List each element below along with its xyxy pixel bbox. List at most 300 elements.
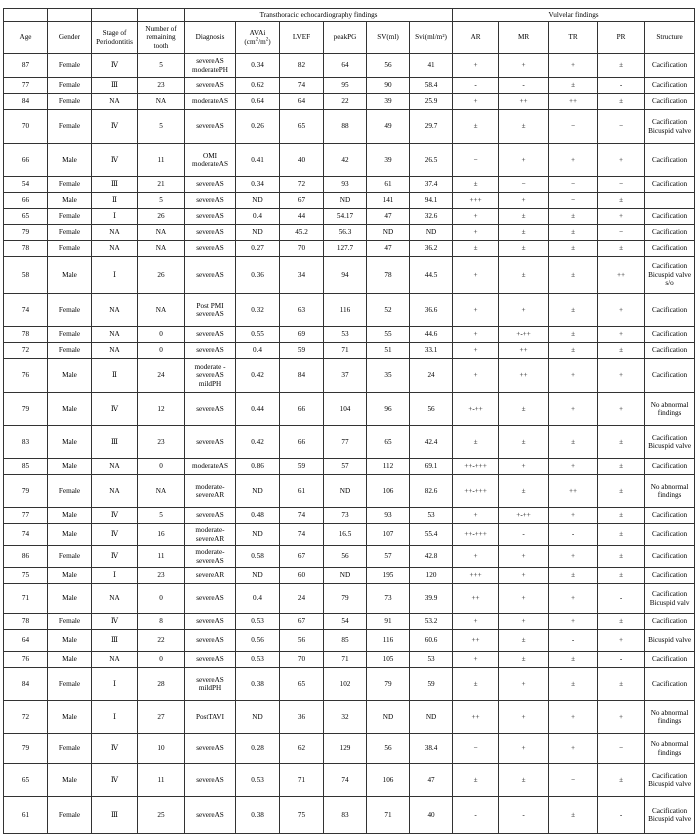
cell-mr: +	[499, 546, 549, 568]
cell-sv: 51	[367, 343, 410, 359]
cell-svi: ND	[410, 701, 453, 734]
col-avai	[236, 22, 280, 54]
cell-structure: Cacification	[645, 568, 695, 584]
cell-lvef: 70	[280, 652, 324, 668]
cell-remaining-tooth: 22	[138, 630, 185, 652]
cell-age: 78	[4, 241, 48, 257]
cell-avai: ND	[236, 193, 280, 209]
cell-diagnosis: severeAS	[185, 177, 236, 193]
cell-svi: 53	[410, 652, 453, 668]
cell-pr: ±	[598, 614, 645, 630]
cell-sv: 47	[367, 209, 410, 225]
table-row	[4, 209, 695, 225]
cell-age: 66	[4, 193, 48, 209]
cell-pr: -	[598, 584, 645, 614]
cell-gender: Male	[48, 568, 92, 584]
cell-remaining-tooth: 5	[138, 508, 185, 524]
cell-avai: 0.44	[236, 393, 280, 426]
table-row	[4, 426, 695, 459]
cell-avai: 0.28	[236, 734, 280, 764]
cell-structure: Cacification Bicuspid valv	[645, 584, 695, 614]
cell-svi: 41	[410, 54, 453, 78]
cell-pr: −	[598, 734, 645, 764]
cell-gender: Female	[48, 327, 92, 343]
cell-peakpg: 42	[324, 144, 367, 177]
col-sv: SV(ml)	[367, 22, 410, 54]
cell-peakpg: ND	[324, 568, 367, 584]
cell-ar: ++	[453, 630, 499, 652]
cell-avai: 0.48	[236, 508, 280, 524]
cell-lvef: 24	[280, 584, 324, 614]
cell-stage: NA	[92, 652, 138, 668]
cell-sv: ND	[367, 701, 410, 734]
cell-lvef: 44	[280, 209, 324, 225]
cell-diagnosis: severeAS	[185, 110, 236, 144]
cell-peakpg: ND	[324, 475, 367, 508]
cell-tr: +	[549, 584, 598, 614]
cell-ar: +	[453, 614, 499, 630]
cell-gender: Male	[48, 193, 92, 209]
cell-stage: Ⅳ	[92, 546, 138, 568]
cell-diagnosis: severeAS	[185, 584, 236, 614]
cell-ar: −	[453, 144, 499, 177]
cell-age: 74	[4, 294, 48, 327]
cell-lvef: 65	[280, 668, 324, 701]
cell-mr: ++	[499, 343, 549, 359]
cell-svi: ND	[410, 225, 453, 241]
cell-mr: +-++	[499, 327, 549, 343]
cell-structure: Cacification	[645, 359, 695, 393]
cell-lvef: 62	[280, 734, 324, 764]
cell-gender: Female	[48, 668, 92, 701]
cell-tr: ++	[549, 94, 598, 110]
cell-ar: +-++	[453, 393, 499, 426]
cell-remaining-tooth: 23	[138, 426, 185, 459]
cell-ar: +	[453, 54, 499, 78]
table-row	[4, 668, 695, 701]
cell-mr: ±	[499, 652, 549, 668]
cell-pr: ±	[598, 193, 645, 209]
cell-pr: −	[598, 225, 645, 241]
cell-svi: 56	[410, 393, 453, 426]
cell-tr: ±	[549, 225, 598, 241]
cell-stage: Ⅳ	[92, 764, 138, 797]
cell-diagnosis: OMI moderateAS	[185, 144, 236, 177]
cell-diagnosis: severeAS	[185, 426, 236, 459]
cell-avai: 0.4	[236, 584, 280, 614]
cell-structure: Cacification	[645, 144, 695, 177]
table-row	[4, 568, 695, 584]
cell-peakpg: 104	[324, 393, 367, 426]
cell-pr: -	[598, 78, 645, 94]
table-row	[4, 475, 695, 508]
group-header-blank	[138, 9, 185, 22]
cell-stage: Ⅳ	[92, 524, 138, 546]
cell-stage: NA	[92, 343, 138, 359]
cell-tr: −	[549, 110, 598, 144]
cell-age: 84	[4, 668, 48, 701]
cell-structure: Bicuspid valve	[645, 630, 695, 652]
cell-diagnosis: severeAS	[185, 343, 236, 359]
group-header-row	[4, 9, 695, 22]
cell-svi: 24	[410, 359, 453, 393]
cell-ar: +	[453, 209, 499, 225]
cell-lvef: 59	[280, 459, 324, 475]
cell-pr: -	[598, 652, 645, 668]
cell-peakpg: 74	[324, 764, 367, 797]
table-row	[4, 193, 695, 209]
cell-peakpg: 37	[324, 359, 367, 393]
cell-diagnosis: moderateAS	[185, 94, 236, 110]
cell-pr: ±	[598, 568, 645, 584]
cell-sv: 112	[367, 459, 410, 475]
cell-tr: ±	[549, 257, 598, 294]
cell-peakpg: 85	[324, 630, 367, 652]
cell-lvef: 56	[280, 630, 324, 652]
cell-diagnosis: severeAS	[185, 257, 236, 294]
cell-lvef: 67	[280, 193, 324, 209]
cell-lvef: 40	[280, 144, 324, 177]
cell-mr: ±	[499, 630, 549, 652]
cell-peakpg: 54	[324, 614, 367, 630]
cell-ar: +	[453, 359, 499, 393]
cell-pr: ±	[598, 508, 645, 524]
col-svi: Svi(ml/m²)	[410, 22, 453, 54]
table-body	[4, 54, 695, 834]
cell-tr: +	[549, 459, 598, 475]
cell-ar: +	[453, 225, 499, 241]
cell-structure: Cacification Bicuspid valve	[645, 110, 695, 144]
cell-stage: Ⅳ	[92, 54, 138, 78]
cell-avai: 0.36	[236, 257, 280, 294]
cell-svi: 42.8	[410, 546, 453, 568]
cell-remaining-tooth: 10	[138, 734, 185, 764]
cell-peakpg: 73	[324, 508, 367, 524]
cell-ar: ++	[453, 701, 499, 734]
cell-stage: NA	[92, 225, 138, 241]
cell-diagnosis: severeAS	[185, 327, 236, 343]
cell-ar: ±	[453, 241, 499, 257]
cell-structure: Cacification	[645, 524, 695, 546]
cell-stage: NA	[92, 584, 138, 614]
cell-structure: Cacification Bicuspid valve	[645, 764, 695, 797]
cell-sv: 73	[367, 584, 410, 614]
cell-sv: 107	[367, 524, 410, 546]
cell-gender: Female	[48, 78, 92, 94]
cell-ar: +++	[453, 568, 499, 584]
cell-lvef: 67	[280, 614, 324, 630]
cell-remaining-tooth: NA	[138, 94, 185, 110]
cell-stage: NA	[92, 327, 138, 343]
cell-ar: +	[453, 257, 499, 294]
cell-ar: ++-+++	[453, 459, 499, 475]
table-row	[4, 225, 695, 241]
cell-svi: 42.4	[410, 426, 453, 459]
cell-gender: Female	[48, 209, 92, 225]
cell-gender: Female	[48, 614, 92, 630]
cell-mr: -	[499, 78, 549, 94]
cell-lvef: 71	[280, 764, 324, 797]
cell-avai: ND	[236, 701, 280, 734]
cell-age: 61	[4, 797, 48, 834]
cell-stage: NA	[92, 459, 138, 475]
cell-mr: ±	[499, 393, 549, 426]
cell-age: 58	[4, 257, 48, 294]
cell-peakpg: 16.5	[324, 524, 367, 546]
cell-ar: +	[453, 94, 499, 110]
cell-mr: +	[499, 54, 549, 78]
cell-peakpg: 53	[324, 327, 367, 343]
cell-diagnosis: severeAS	[185, 734, 236, 764]
cell-tr: ±	[549, 652, 598, 668]
cell-avai: 0.42	[236, 359, 280, 393]
col-avai-label: AVAi	[249, 29, 266, 37]
cell-sv: 61	[367, 177, 410, 193]
cell-peakpg: 71	[324, 343, 367, 359]
cell-age: 79	[4, 225, 48, 241]
cell-peakpg: 71	[324, 652, 367, 668]
cell-ar: -	[453, 797, 499, 834]
col-age: Age	[4, 22, 48, 54]
cell-gender: Female	[48, 241, 92, 257]
cell-pr: ±	[598, 54, 645, 78]
cell-diagnosis: moderate- severeAR	[185, 524, 236, 546]
table-row	[4, 508, 695, 524]
cell-avai: 0.58	[236, 546, 280, 568]
cell-lvef: 34	[280, 257, 324, 294]
cell-pr: ±	[598, 426, 645, 459]
cell-age: 64	[4, 630, 48, 652]
cell-svi: 26.5	[410, 144, 453, 177]
cell-pr: ±	[598, 546, 645, 568]
cell-lvef: 82	[280, 54, 324, 78]
cell-sv: 71	[367, 797, 410, 834]
cell-remaining-tooth: 0	[138, 343, 185, 359]
cell-age: 76	[4, 359, 48, 393]
cell-svi: 40	[410, 797, 453, 834]
cell-ar: ++-+++	[453, 524, 499, 546]
cell-sv: 49	[367, 110, 410, 144]
cell-stage: Ⅰ	[92, 568, 138, 584]
cell-gender: Male	[48, 393, 92, 426]
cell-tr: ++	[549, 475, 598, 508]
cell-mr: +-++	[499, 508, 549, 524]
cell-svi: 53	[410, 508, 453, 524]
cell-ar: +	[453, 508, 499, 524]
cell-mr: -	[499, 524, 549, 546]
table-row	[4, 652, 695, 668]
cell-remaining-tooth: 16	[138, 524, 185, 546]
cell-avai: 0.38	[236, 668, 280, 701]
cell-stage: Ⅲ	[92, 426, 138, 459]
cell-tr: ±	[549, 426, 598, 459]
cell-svi: 120	[410, 568, 453, 584]
cell-structure: Cacification Bicuspid valve	[645, 797, 695, 834]
table-row	[4, 584, 695, 614]
cell-stage: Ⅲ	[92, 78, 138, 94]
cell-gender: Female	[48, 225, 92, 241]
cell-tr: −	[549, 177, 598, 193]
cell-remaining-tooth: 23	[138, 78, 185, 94]
cell-age: 79	[4, 734, 48, 764]
cell-peakpg: 57	[324, 459, 367, 475]
cell-sv: 79	[367, 668, 410, 701]
cell-svi: 60.6	[410, 630, 453, 652]
cell-stage: NA	[92, 241, 138, 257]
cell-stage: Ⅳ	[92, 734, 138, 764]
cell-ar: ±	[453, 764, 499, 797]
cell-sv: 195	[367, 568, 410, 584]
cell-structure: Cacification	[645, 508, 695, 524]
cell-stage: Ⅰ	[92, 209, 138, 225]
cell-avai: 0.62	[236, 78, 280, 94]
cell-ar: +	[453, 343, 499, 359]
cell-structure: Cacification	[645, 343, 695, 359]
cell-structure	[645, 193, 695, 209]
cell-sv: 57	[367, 546, 410, 568]
cell-svi: 39.9	[410, 584, 453, 614]
cell-lvef: 74	[280, 524, 324, 546]
cell-gender: Male	[48, 144, 92, 177]
group-header-blank	[4, 9, 48, 22]
cell-tr: +	[549, 701, 598, 734]
cell-lvef: 75	[280, 797, 324, 834]
cell-remaining-tooth: 8	[138, 614, 185, 630]
cell-tr: +	[549, 546, 598, 568]
cell-svi: 53.2	[410, 614, 453, 630]
cell-remaining-tooth: 0	[138, 327, 185, 343]
cell-gender: Male	[48, 359, 92, 393]
cell-avai: ND	[236, 524, 280, 546]
cell-mr: +	[499, 193, 549, 209]
cell-stage: Ⅱ	[92, 193, 138, 209]
cell-age: 79	[4, 393, 48, 426]
cell-lvef: 66	[280, 426, 324, 459]
cell-svi: 32.6	[410, 209, 453, 225]
cell-peakpg: 79	[324, 584, 367, 614]
cell-lvef: 64	[280, 94, 324, 110]
cell-remaining-tooth: 23	[138, 568, 185, 584]
cell-svi: 25.9	[410, 94, 453, 110]
cell-age: 71	[4, 584, 48, 614]
table-row	[4, 294, 695, 327]
cell-stage: Ⅰ	[92, 257, 138, 294]
cell-mr: ++	[499, 359, 549, 393]
cell-remaining-tooth: 0	[138, 459, 185, 475]
cell-gender: Female	[48, 94, 92, 110]
cell-svi: 33.1	[410, 343, 453, 359]
col-ar: AR	[453, 22, 499, 54]
cell-diagnosis: Post PMI severeAS	[185, 294, 236, 327]
col-stage: Stage of Periodontitis	[92, 22, 138, 54]
cell-gender: Male	[48, 459, 92, 475]
cell-gender: Male	[48, 257, 92, 294]
table-row	[4, 257, 695, 294]
cell-pr: +	[598, 359, 645, 393]
cell-pr: ±	[598, 241, 645, 257]
cell-lvef: 70	[280, 241, 324, 257]
cell-mr: ±	[499, 110, 549, 144]
cell-gender: Male	[48, 701, 92, 734]
cell-structure: Cacification Bicuspid valve	[645, 426, 695, 459]
cell-sv: 56	[367, 54, 410, 78]
cell-lvef: 69	[280, 327, 324, 343]
cell-gender: Female	[48, 734, 92, 764]
cell-pr: +	[598, 209, 645, 225]
cell-tr: +	[549, 508, 598, 524]
cell-diagnosis: severeAS	[185, 508, 236, 524]
cell-stage: NA	[92, 94, 138, 110]
cell-sv: 55	[367, 327, 410, 343]
cell-peakpg: 127.7	[324, 241, 367, 257]
cell-tr: ±	[549, 568, 598, 584]
col-gender: Gender	[48, 22, 92, 54]
cell-tr: +	[549, 359, 598, 393]
cell-stage: Ⅳ	[92, 508, 138, 524]
cell-tr: ±	[549, 294, 598, 327]
cell-age: 84	[4, 94, 48, 110]
cell-stage: NA	[92, 475, 138, 508]
cell-sv: 116	[367, 630, 410, 652]
table-row	[4, 614, 695, 630]
cell-mr: -	[499, 797, 549, 834]
table-row	[4, 459, 695, 475]
cell-sv: 105	[367, 652, 410, 668]
cell-mr: +	[499, 144, 549, 177]
cell-svi: 36.6	[410, 294, 453, 327]
cell-peakpg: 102	[324, 668, 367, 701]
cell-age: 65	[4, 209, 48, 225]
cell-pr: ++	[598, 257, 645, 294]
cell-pr: ±	[598, 524, 645, 546]
cell-gender: Male	[48, 508, 92, 524]
cell-age: 70	[4, 110, 48, 144]
table-row	[4, 764, 695, 797]
cell-structure: Cacification	[645, 614, 695, 630]
cell-ar: ±	[453, 177, 499, 193]
cell-stage: Ⅳ	[92, 144, 138, 177]
cell-remaining-tooth: 28	[138, 668, 185, 701]
cell-structure: Cacification	[645, 209, 695, 225]
cell-stage: NA	[92, 294, 138, 327]
cell-peakpg: 95	[324, 78, 367, 94]
cell-age: 87	[4, 54, 48, 78]
cell-structure: No abnormal findings	[645, 475, 695, 508]
cell-ar: +	[453, 327, 499, 343]
cell-peakpg: 93	[324, 177, 367, 193]
cell-mr: +	[499, 668, 549, 701]
cell-structure: No abnormal findings	[645, 393, 695, 426]
cell-ar: ±	[453, 668, 499, 701]
cell-pr: ±	[598, 764, 645, 797]
cell-lvef: 61	[280, 475, 324, 508]
cell-avai: 0.32	[236, 294, 280, 327]
cell-sv: 56	[367, 734, 410, 764]
cell-avai: 0.86	[236, 459, 280, 475]
cell-mr: ±	[499, 475, 549, 508]
cell-tr: ±	[549, 343, 598, 359]
cell-tr: ±	[549, 241, 598, 257]
cell-avai: 0.53	[236, 764, 280, 797]
cell-pr: +	[598, 393, 645, 426]
cell-ar: ±	[453, 110, 499, 144]
cell-diagnosis: moderate- severeAR	[185, 475, 236, 508]
cell-structure: Cacification	[645, 294, 695, 327]
cell-age: 77	[4, 78, 48, 94]
table-row	[4, 701, 695, 734]
group-header-blank	[92, 9, 138, 22]
cell-age: 86	[4, 546, 48, 568]
